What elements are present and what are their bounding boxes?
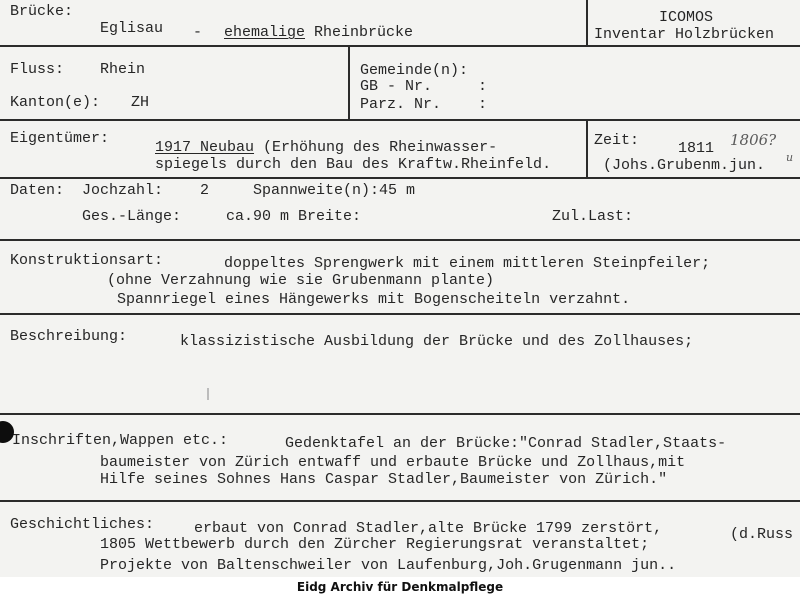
rule-header-divider	[586, 0, 588, 46]
konstruktion-line1: doppeltes Sprengwerk mit einem mittleren Steinpfeiler;	[224, 255, 711, 272]
konstruktion-label: Konstruktionsart:	[10, 252, 164, 269]
rule-inschriften-bottom	[0, 500, 800, 502]
geschichte-line2: 1805 Wettbewerb durch den Zürcher Regierungsrat veranstaltet;	[100, 536, 650, 553]
zeit-label: Zeit:	[594, 132, 640, 149]
jochzahl-value: 2	[200, 182, 210, 199]
zeit-hand-mark: u	[786, 151, 794, 164]
bruecke-value: Eglisau	[100, 20, 164, 37]
beschreibung-label: Beschreibung:	[10, 328, 128, 345]
gb-label: GB - Nr.	[360, 78, 433, 95]
archive-caption: Eidg Archiv für Denkmalpflege	[296, 580, 504, 594]
zeit-builder: (Johs.Grubenm.jun.	[603, 157, 766, 174]
spannweite-label: Spannweite(n):	[253, 182, 380, 199]
rule-owner-bottom	[0, 177, 800, 179]
last-label: Zul.Last:	[552, 208, 634, 225]
rule-location-bottom	[0, 119, 800, 121]
parz-label: Parz. Nr.	[360, 96, 442, 113]
rule-owner-divider	[586, 120, 588, 178]
rule-beschreibung-bottom	[0, 413, 800, 415]
bruecke-dash: -	[193, 24, 203, 41]
rule-location-divider	[348, 46, 350, 120]
laenge-label: Ges.-Länge:	[82, 208, 182, 225]
daten-label: Daten:	[10, 182, 65, 199]
owner-line1-rest: (Erhöhung des Rheinwasser-	[263, 139, 498, 156]
owner-line1	[155, 139, 497, 156]
geschichte-line1: erbaut von Conrad Stadler,alte Brücke 1799 zerstört,	[194, 520, 663, 537]
bruecke-desc	[224, 24, 413, 41]
bruecke-label: Brücke:	[10, 3, 74, 20]
gemeinde-label: Gemeinde(n):	[360, 62, 469, 79]
org-name: ICOMOS	[659, 9, 714, 26]
geschichte-line1-hand: (d.Russ	[730, 526, 794, 543]
fluss-value: Rhein	[100, 61, 146, 78]
zeit-value: 1811	[678, 140, 715, 157]
bruecke-desc-underlined: ehemalige	[224, 24, 306, 41]
inschriften-line3: Hilfe seines Sohnes Hans Caspar Stadler,Baumeister von Zürich."	[100, 471, 668, 488]
konstruktion-line2: (ohne Verzahnung wie sie Grubenmann plante)	[107, 272, 495, 289]
kanton-value: ZH	[131, 94, 150, 111]
parz-colon: :	[478, 96, 488, 113]
breite-label: Breite:	[298, 208, 362, 225]
geschichte-line3: Projekte von Baltenschweiler von Laufenburg,Joh.Grugenmann jun..	[100, 557, 677, 574]
jochzahl-label: Jochzahl:	[82, 182, 164, 199]
scan-mark	[207, 388, 209, 400]
laenge-value: ca.90 m	[226, 208, 290, 225]
gb-colon: :	[478, 78, 488, 95]
eigentuemer-label: Eigentümer:	[10, 130, 110, 147]
bruecke-desc-rest: Rheinbrücke	[314, 24, 414, 41]
inschriften-line1: Gedenktafel an der Brücke:"Conrad Stadler,Staats-	[285, 435, 727, 452]
inschriften-label: Inschriften,Wappen etc.:	[12, 432, 229, 449]
inventory-name: Inventar Holzbrücken	[594, 26, 775, 43]
rule-konstruktion-bottom	[0, 313, 800, 315]
kanton-label: Kanton(e):	[10, 94, 101, 111]
rule-header-bottom	[0, 45, 800, 47]
konstruktion-line3: Spannriegel eines Hängewerks mit Bogenscheiteln verzahnt.	[117, 291, 631, 308]
zeit-handwritten: 1806?	[730, 131, 777, 149]
beschreibung-value: klassizistische Ausbildung der Brücke und des Zollhauses;	[180, 333, 694, 350]
fluss-label: Fluss:	[10, 61, 65, 78]
spannweite-value: 45 m	[379, 182, 416, 199]
rule-daten-bottom	[0, 239, 800, 241]
owner-year-underlined: 1917 Neubau	[155, 139, 255, 156]
owner-line2: spiegels durch den Bau des Kraftw.Rheinfeld.	[155, 156, 552, 173]
geschichte-label: Geschichtliches:	[10, 516, 155, 533]
inschriften-line2: baumeister von Zürich entwaff und erbaute Brücke und Zollhaus,mit	[100, 454, 686, 471]
